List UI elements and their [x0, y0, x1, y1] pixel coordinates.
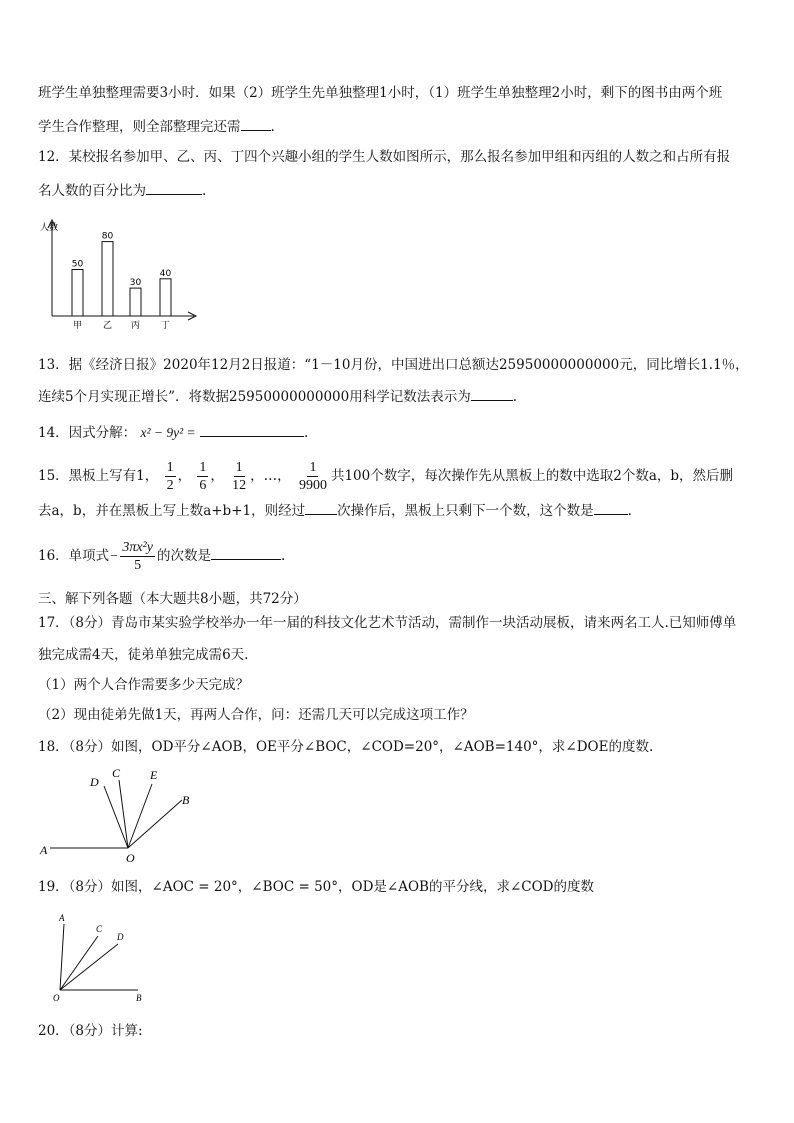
label-D: D — [90, 775, 99, 789]
q13-answer-blank[interactable] — [471, 386, 513, 401]
q17-line2: 独完成需4天，徒弟单独完成需6天. — [38, 647, 249, 663]
ray-OD — [60, 944, 118, 990]
q11-line2 — [38, 116, 275, 136]
fraction-numerator: 1 — [309, 460, 317, 475]
q16-mid: 的次数是 — [156, 548, 211, 564]
label-C: C — [96, 924, 103, 934]
bar-甲 — [72, 270, 83, 317]
fraction-1-12 — [230, 459, 248, 494]
label-B: B — [182, 793, 190, 807]
bar-乙 — [102, 242, 113, 316]
q15-l2a: 去a，b，并在黑板上写上数a+b+1，则经过 — [38, 503, 306, 519]
label-A: A — [59, 913, 65, 923]
q11-answer-blank[interactable] — [241, 116, 271, 131]
q11-line2-end: . — [270, 119, 275, 135]
category-label: 乙 — [102, 321, 113, 331]
monomial-fraction — [120, 539, 155, 574]
q14-answer-blank[interactable] — [200, 422, 304, 437]
q15-line1: 15．黑板上写有1， $\frac{1}{2}$ ， $\frac{1}{6}$ ， $\frac{1}{12}$ ，…， $\frac{1}{9900}$ 共100个数字，每次操作先从黑板上的数中选取2个数a，b，然后删 — [38, 460, 734, 493]
q15-dots: ，…， — [250, 468, 291, 484]
q17-subquestion-2: （2）现由徒弟先做1天，再两人合作，问：还需几天可以完成这项工作？ — [38, 707, 474, 723]
q14-end: . — [303, 425, 309, 441]
q12-answer-blank[interactable] — [146, 180, 202, 195]
fraction-numerator: 1 — [199, 460, 207, 475]
q15-l2-end: . — [627, 503, 632, 519]
q12-line2 — [38, 180, 206, 200]
fraction-1-2 — [165, 459, 176, 494]
q17-line1: 17．（8分）青岛市某实验学校举办一年一届的科技文化艺术节活动，需制作一块活动展板，请来两名工人.已知师傅单 — [38, 615, 737, 631]
q19-angle-figure — [50, 910, 170, 1005]
label-O: O — [53, 993, 60, 1003]
ray-OE — [128, 784, 152, 848]
fraction-numerator: 1 — [166, 460, 174, 475]
ray-OC — [119, 780, 128, 848]
y-axis-label: 人数 — [40, 223, 59, 233]
q11-line1: 班学生单独整理需要3小时．如果（2）班学生先单独整理1小时，（1）班学生单独整理2小时，剩下的图书由两个班 — [38, 85, 723, 101]
q18-angle-figure — [36, 764, 196, 864]
label-C: C — [112, 766, 121, 780]
q14-label: 14．因式分解： — [38, 425, 137, 441]
q13-line1: 13．据《经济日报》2020年12月2日报道：“1－10月份，中国进出口总额达25950000000000元，同比增长1.1％， — [38, 357, 749, 373]
q16-answer-blank[interactable] — [211, 545, 281, 560]
q12-line2-text: 名人数的百分比为 — [38, 183, 146, 199]
label-D: D — [117, 932, 124, 942]
q19-text: 19．（8分）如图，∠AOC = 20°，∠BOC = 50°，OD是∠AOB的平分线，求∠COD的度数 — [38, 879, 594, 895]
q12-line2-end: . — [202, 183, 207, 199]
category-label: 甲 — [72, 321, 83, 331]
q13-line2-text: 连续5个月实现正增长”．将数据25950000000000用科学记数法表示为 — [38, 389, 471, 405]
q15-start: 15．黑板上写有1， — [38, 468, 159, 484]
bar-value-label: 80 — [101, 231, 114, 242]
category-label: 丙 — [130, 321, 141, 331]
q17-subquestion-1: （1）两个人合作需要多少天完成？ — [38, 677, 250, 693]
fraction-numerator: 3πx²y — [122, 540, 153, 555]
label-B: B — [136, 993, 142, 1003]
q16-line — [38, 536, 285, 576]
label-A: A — [40, 843, 48, 857]
q16-start: 16．单项式 — [38, 548, 110, 564]
q15-l2b: 次操作后，黑板上只剩下一个数，这个数是 — [337, 503, 594, 519]
ray-OB — [128, 800, 182, 848]
q18-text: 18．（8分）如图，OD平分∠AOB，OE平分∠BOC，∠COD=20°，∠AOB=140°，求∠DOE的度数. — [38, 739, 654, 755]
q15-blank-1[interactable] — [305, 500, 337, 515]
q13-line2 — [38, 386, 517, 406]
q20-text: 20．（8分）计算: — [38, 1023, 143, 1039]
q16-end: . — [280, 548, 286, 564]
bar-value-label: 50 — [71, 259, 84, 270]
fraction-denominator: 12 — [232, 478, 247, 493]
ray-OC — [60, 936, 98, 990]
q15-blank-2[interactable] — [594, 500, 628, 515]
section-heading: 三、解下列各题（本大题共8小题，共72分） — [38, 591, 307, 607]
fraction-numerator: 1 — [235, 460, 243, 475]
q14-line — [38, 422, 308, 442]
ray-OA — [60, 924, 64, 990]
fraction-1-6 — [197, 459, 208, 494]
q13-line2-end: . — [512, 389, 518, 405]
fraction-denominator: 9900 — [298, 478, 327, 493]
bar-value-label: 40 — [159, 268, 172, 279]
bar-丙 — [130, 288, 141, 316]
bar-chart — [36, 214, 206, 339]
bar-value-label: 30 — [129, 278, 142, 289]
fraction-denominator: 6 — [199, 478, 207, 493]
fraction-denominator: 2 — [166, 478, 174, 493]
label-E: E — [150, 768, 158, 782]
bar-丁 — [160, 279, 171, 316]
label-O: O — [126, 851, 135, 864]
q12-line1: 12．某校报名参加甲、乙、丙、丁四个兴趣小组的学生人数如图所示，那么报名参加甲组和丙组的人数之和占所有报 — [38, 149, 731, 165]
fraction-denominator: 5 — [134, 558, 142, 573]
q16-sign: − — [109, 548, 119, 563]
fraction-1-9900 — [297, 459, 329, 494]
q15-line2 — [38, 500, 632, 520]
q15-mid: 共100个数字，每次操作先从黑板上的数中选取2个数a，b，然后删 — [330, 468, 734, 484]
category-label: 丁 — [160, 321, 171, 331]
q11-line2-text: 学生合作整理，则全部整理完还需 — [38, 119, 241, 135]
q14-expression: x² − 9y² = — [140, 425, 196, 440]
